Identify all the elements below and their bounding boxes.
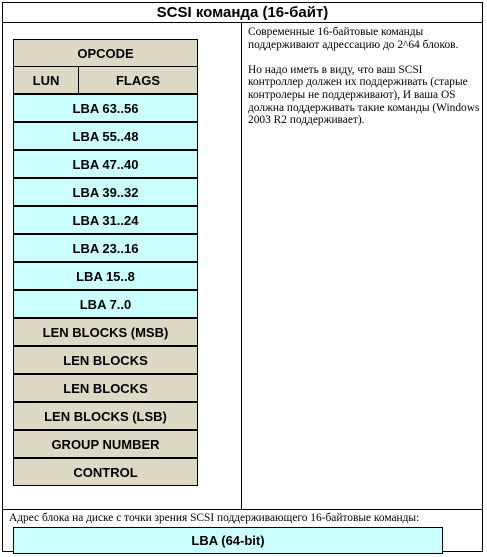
diagram-title: SCSI команда (16-байт) — [3, 3, 482, 23]
cell-lba-64-bit: LBA (64-bit) — [13, 527, 443, 554]
notes-panel — [244, 23, 482, 509]
cell-len-blocks-2: LEN BLOCKS — [13, 346, 198, 374]
cell-lba-15-8: LBA 15..8 — [13, 262, 198, 290]
cell-lba-47-40: LBA 47..40 — [13, 150, 198, 178]
cell-lba-63-56: LBA 63..56 — [13, 94, 198, 122]
cell-flags: FLAGS — [78, 66, 198, 94]
scsi-command-diagram — [2, 2, 483, 552]
cell-lba-31-24: LBA 31..24 — [13, 206, 198, 234]
cell-lun: LUN — [13, 66, 79, 94]
cell-len-blocks-3: LEN BLOCKS — [13, 374, 198, 402]
note-paragraph-1: Современные 16-байтовые команды поддерживают адрессацию до 2^64 блоков. — [248, 26, 459, 51]
command-layout-panel — [3, 23, 242, 509]
cell-lba-55-48: LBA 55..48 — [13, 122, 198, 150]
cell-len-blocks-msb: LEN BLOCKS (MSB) — [13, 318, 198, 346]
note-paragraph-2: Но надо иметь в виду, что ваш SCSI контроллер должен их поддерживать (старые контролеры не поддерживают), И ваша OS должна поддерживать такие команды (Windows 2003 R2 поддерживает). — [248, 63, 480, 127]
cell-control: CONTROL — [13, 458, 198, 486]
cell-lba-7-0: LBA 7..0 — [13, 290, 198, 318]
lba-address-section — [3, 509, 482, 553]
lba-address-caption: Адрес блока на диске с точки зрения SCSI поддерживающего 16-байтовые команды: — [9, 512, 420, 524]
cell-lba-39-32: LBA 39..32 — [13, 178, 198, 206]
cell-opcode: OPCODE — [13, 39, 198, 67]
cell-len-blocks-lsb: LEN BLOCKS (LSB) — [13, 402, 198, 430]
cell-lba-23-16: LBA 23..16 — [13, 234, 198, 262]
cell-group-number: GROUP NUMBER — [13, 430, 198, 458]
